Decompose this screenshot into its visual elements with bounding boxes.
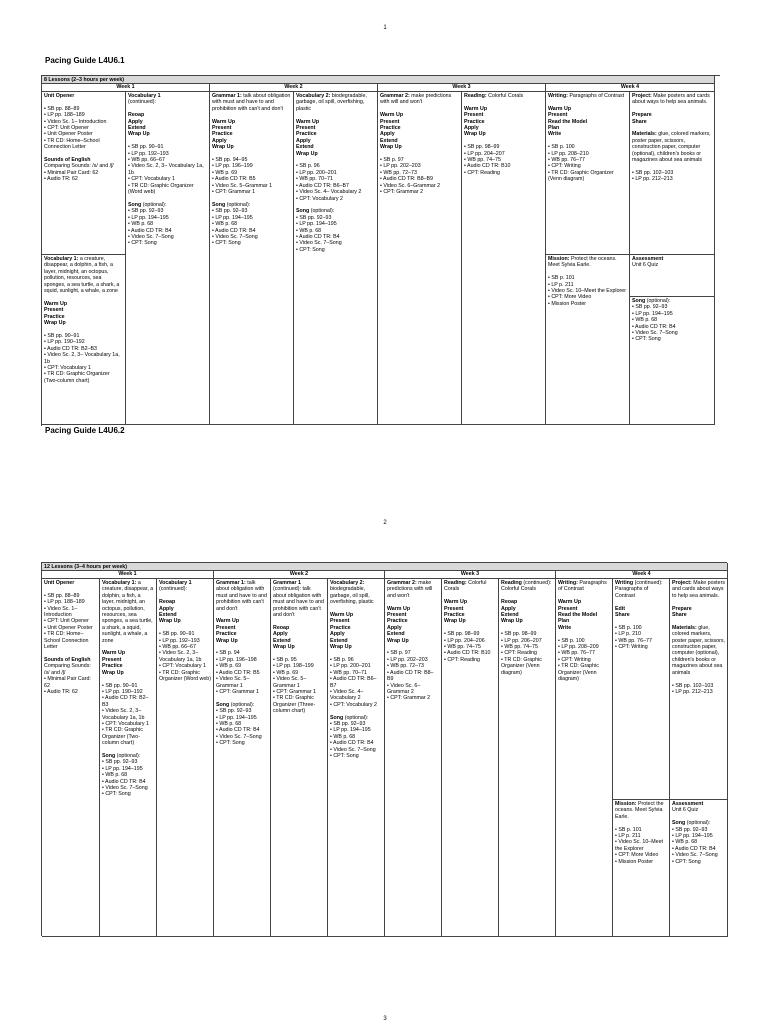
guide2-week-2: Week 2	[214, 571, 385, 579]
guide2-header: 12 Lessons (3–4 hours per week)	[42, 563, 728, 571]
lesson-writing: Writing: Paragraphs of Contrast Warm Up Present Read the Model Plan Write • SB p. 100 • LP pp. 208–209 • WB pp. 76–77 • CPT: Writing • TR CD: Graphic Organizer (Venn diagram)	[556, 579, 613, 937]
guide1-title: Pacing Guide L4U6.1	[45, 56, 125, 65]
guide1-week-4: Week 4	[546, 84, 715, 92]
lesson-grammar-1: Grammar 1: talk about obligation with must and have to and prohibition with can't and don't Warm Up Present Practice Wrap Up • SB p. 94 • LP pp. 196–198 • WB p. 69 • Audio CD TR: B5 • Video Sc. 5–Grammar 1 • CPT: Grammar 1 Song (optional): • SB pp. 92–93 • LP pp. 194–195 • WB p. 68 • Audio CD TR: B4 • Video Sc. 7–Song • CPT: Song	[214, 579, 271, 937]
guide1-table	[41, 75, 720, 426]
lesson-grammar-2: Grammar 2: make predictions with will and won't Warm Up Present Practice Apply Extend Wrap Up • SB p. 97 • LP pp. 202–203 • WB pp. 72–73 • Audio CD TR: B8–B9 • Video Sc. 6–Grammar 2 • CPT: Grammar 2	[378, 92, 462, 425]
page-number-2: 2	[383, 520, 387, 526]
lesson-unit-opener: Unit Opener • SB pp. 88–89 • LP pp. 188–189 • Video Sc. 1– Introduction • CPT: Unit Opener • Unit Opener Poster • TR CD: Home–School Connection Letter Sounds of English Comparing Sounds: /s/ and /ʃ/ • Minimal Pair Card: 62 • Audio TR: 62	[42, 92, 126, 255]
lesson-mission: Mission: Protect the oceans. Meet Sylvia Earle. • SB p. 101 • LP p. 211 • Video Sc. 10–Meet the Explorer • CPT: More Video • Mission Poster	[546, 255, 630, 425]
guide2-table	[41, 562, 727, 936]
page-number-3: 3	[383, 1016, 387, 1022]
lesson-vocabulary-1-continued: Vocabulary 1 (continued): Reoap Apply Extend Wrap Up • SB pp. 90–91 • LP pp. 192–193 • WB pp. 66–67 • Video Sc. 2, 3– Vocabulary 1a, 1b • CPT: Vocabulary 1 • TR CD: Graphic Organizer (Word web) Song (optional): • SB pp. 92–93 • LP pp. 194–195 • WB p. 68 • Audio CD TR: B4 • Video Sc. 7–Song • CPT: Song	[126, 92, 210, 425]
lesson-reading: Reading: Colorful Corals Warm Up Present Practice Wrap Up • SB pp. 98–99 • LP pp. 204–206 • WB pp. 74–75 • Audio CD TR: B10 • CPT: Reading	[442, 579, 499, 937]
lesson-assessment: Assessment Unit 6 Quiz	[630, 255, 715, 297]
lesson-grammar-1-continued: Grammar 1 (continued): talk about obligation with must and have to and prohibition with can't and don't Reoap Apply Extend Wrap Up • SB p. 95 • LP pp. 198–199 • WB p. 69 • Video Sc. 5–Grammar 1 • CPT: Grammar 1 • TR CD: Graphic Organizer (Three-column chart)	[271, 579, 328, 937]
lesson-writing: Writing: Paragraphs of Contrast Warm Up Present Read the Model Plan Write • SB p. 100 • LP pp. 208–210 • WB pp. 76–77 • CPT: Writing • TR CD: Graphic Organizer (Venn diagram)	[546, 92, 630, 255]
lesson-vocabulary-1: Vocabulary 1: a creature, disappear, a dolphin, a fish, a layer, midnight, an octopus, pollution, resources, sea sponges, a sea turtle, a shark, a squid, sunlight, a whale, a zone Warm Up Present Practice Wrap Up • SB pp. 90–91 • LP pp. 190–192 • Audio CD TR: B2–B3 • Video Sc. 2, 3– Vocabulary 1a, 1b • CPT: Vocabulary 1 • TR CD: Graphic Organizer (Two-column chart)	[42, 255, 126, 425]
guide2-week-1: Week 1	[42, 571, 214, 579]
lesson-grammar-1: Grammar 1: talk about obligation with must and have to and prohibition with can't and don't Warm Up Present Practice Apply Wrap Up • SB pp. 94–95 • LP pp. 196–199 • WB p. 69 • Audio CD TR: B5 • Video Sc. 5–Grammar 1 • CPT: Grammar 1 Song (optional): • SB pp. 92–93 • LP pp. 194–195 • WB p. 68 • Audio CD TR: B4 • Video Sc. 7–Song • CPT: Song	[210, 92, 294, 425]
guide1-header: 8 Lessons (2–3 hours per week)	[42, 76, 715, 84]
lesson-assessment: Assessment Unit 6 Quiz Song (optional): • SB pp. 92–93 • LP pp. 194–195 • WB p. 68 • Audio CD TR: B4 • Video Sc. 7–Song • CPT: Song	[670, 800, 728, 937]
guide1-week-3: Week 3	[378, 84, 546, 92]
lesson-vocabulary-1-continued: Vocabulary 1 (continued): Reoap Apply Extend Wrap Up • SB pp. 90–91 • LP pp. 192–193 • WB pp. 66–67 • Video Sc. 2, 3–Vocabulary 1a, 1b • CPT: Vocabulary 1 • TR CD: Graphic Organizer (Word web)	[157, 579, 214, 937]
guide2-title: Pacing Guide L4U6.2	[45, 426, 125, 435]
lesson-mission: Mission: Protect the oceans. Meet Sylvia Earle. • SB p. 101 • LP p. 211 • Video Sc. 10–Meet the Explorer • CPT: More Video • Mission Poster	[613, 800, 670, 937]
lesson-writing-continued: Writing (continued): Paragraphs of Contrast Edit Share • SB p. 100 • LP p. 210 • WB pp. 76–77 • CPT: Writing	[613, 579, 670, 800]
guide2-week-4: Week 4	[556, 571, 728, 579]
lesson-grammar-2: Grammar 2: make predictions with will and won't Warm Up Present Practice Apply Extend Wrap Up • SB p. 97 • LP pp. 202–203 • WB pp. 72–73 • Audio CD TR: B8–B9 • Video Sc. 6–Grammar 2 • CPT: Grammar 2	[385, 579, 442, 937]
lesson-reading-continued: Reading (continued): Colorful Corals Reoap Apply Extend Wrap Up • SB pp. 98–99 • LP pp. 206–207 • WB pp. 74–75 • CPT: Reading • TR CD: Graphic Organizer (Venn diagram)	[499, 579, 556, 937]
lesson-song-optional: Song (optional): • SB pp. 92–93 • LP pp. 194–195 • WB p. 68 • Audio CD TR: B4 • Video Sc. 7–Song • CPT: Song	[630, 297, 715, 425]
page-number-1: 1	[383, 25, 387, 31]
guide2-week-3: Week 3	[385, 571, 556, 579]
lesson-vocabulary-2: Vocabulary 2: biodegradable, garbage, oil spill, overfishing, plastic Warm Up Present Practice Apply Extend Wrap Up • SB p. 96 • LP pp. 200–201 • WB pp. 70–71 • Audio CD TR: B6–B7 • Video Sc. 4–Vocabulary 2 • CPT: Vocabulary 2 Song (optional): • SB pp. 92–93 • LP pp. 194–195 • WB p. 68 • Audio CD TR: B4 • Video Sc. 7–Song • CPT: Song	[328, 579, 385, 937]
lesson-vocabulary-2: Vocabulary 2: biodegradable, garbage, oil spill, overfishing, plastic Warm Up Present Practice Apply Extend Wrap Up • SB p. 96 • LP pp. 200–201 • WB pp. 70–71 • Audio CD TR: B6–B7 • Video Sc. 4– Vocabulary 2 • CPT: Vocabulary 2 Song (optional): • SB pp. 92–93 • LP pp. 194–195 • WB p. 68 • Audio CD TR: B4 • Video Sc. 7–Song • CPT: Song	[294, 92, 378, 425]
guide1-week-2: Week 2	[210, 84, 378, 92]
lesson-project: Project: Make posters and cards about ways to help sea animals. Prepare Share Materials: glue, colored markers, poster paper, scissors, construction paper, computer (optional), children's books or magazines about sea animals • SB pp. 102–103 • LP pp. 212–213	[630, 92, 715, 255]
guide1-week-1: Week 1	[42, 84, 210, 92]
lesson-unit-opener: Unit Opener • SB pp. 88–89 • LP pp. 188–189 • Video Sc. 1– Introduction • CPT: Unit Opener • Unit Opener Poster • TR CD: Home–School Connection Letter Sounds of English Comparing Sounds: /s/ and /ʃ/ • Minimal Pair Card: 62 • Audio TR: 62	[42, 579, 100, 937]
lesson-reading: Reading: Colorful Corals Warm Up Present Practice Apply Wrap Up • SB pp. 98–99 • LP pp. 204–207 • WB pp. 74–75 • Audio CD TR: B10 • CPT: Reading	[462, 92, 546, 425]
lesson-project: Project: Make posters and cards about ways to help sea animals. Prepare Share Materials: glue, colored markers, poster paper, scissors, construction paper, computer (optional), children's books or magazines about sea animals • SB pp. 102–103 • LP pp. 212–213	[670, 579, 728, 800]
lesson-vocabulary-1: Vocabulary 1: a creature, disappear, a dolphin, a fish, a layer, midnight, an octopus, pollution, resources, sea sponges, a sea turtle, a shark, a squid, sunlight, a whale, a zone Warm Up Present Practice Wrap Up • SB pp. 90–91 • LP pp. 190–192 • Audio CD TR: B2–B3 • Video Sc. 2, 3–Vocabulary 1a, 1b • CPT: Vocabulary 1 • TR CD: Graphic Organizer (Two-column chart) Song (optional): • SB pp. 92–93 • LP pp. 194–195 • WB p. 68 • Audio CD TR: B4 • Video Sc. 7–Song • CPT: Song	[100, 579, 157, 937]
